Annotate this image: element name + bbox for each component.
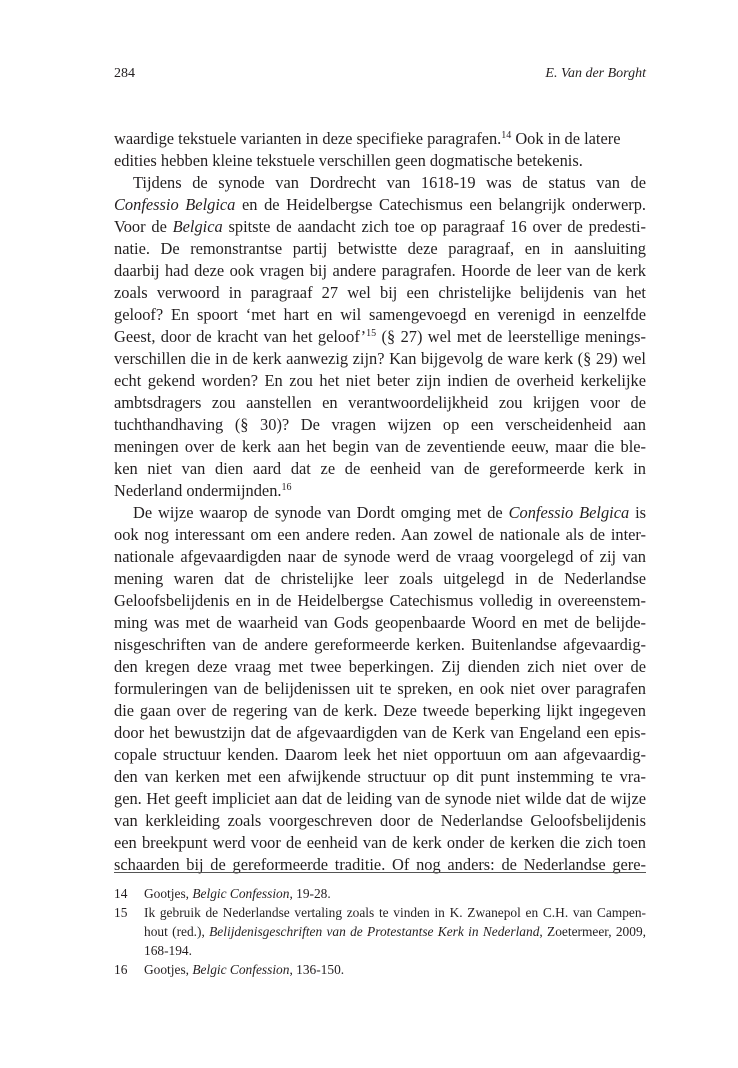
- text-run: door het bewustzijn dat de afgevaardigden van de Kerk van Engeland een epis-: [114, 723, 646, 742]
- italic-title: Belijdenisgeschriften van de Protestantse Kerk in Nederland: [209, 924, 540, 939]
- text-run: meningen over de kerk aan het begin van de zeventiende eeuw, maar die ble-: [114, 437, 646, 456]
- text-run: ken niet van dien aard dat ze de eenheid van de gereformeerde kerk in: [114, 459, 646, 478]
- text-run: ming was met de waarheid van Gods geopenbaarde Woord en met de belijde-: [114, 613, 646, 632]
- text-line: [114, 458, 646, 480]
- text-run: ook nog interessant om een andere reden. Aan zowel de nationale als de inter-: [114, 525, 646, 544]
- footnote-line: [114, 960, 646, 979]
- text-run: Geloofsbelijdenis en in de Heidelbergse Catechismus volledig in overeenstem-: [114, 591, 646, 610]
- text-line: [114, 568, 646, 590]
- text-run: Nederland ondermijnden.: [114, 481, 282, 500]
- text-run: Gootjes,: [144, 886, 193, 901]
- text-line: [114, 590, 646, 612]
- text-run: waardige tekstuele varianten in deze specifieke paragrafen.: [114, 129, 502, 148]
- text-run: , 136-150.: [289, 962, 345, 977]
- text-line: [114, 546, 646, 568]
- footnote-ref: 14: [501, 130, 512, 141]
- text-line: [114, 788, 646, 810]
- text-run: Gootjes,: [144, 962, 193, 977]
- text-run: ambtsdragers zou aanstellen en verantwoordelijkheid zou krijgen voor de: [114, 393, 646, 412]
- text-line: [114, 480, 646, 502]
- italic-title: Belgica: [172, 217, 223, 236]
- text-line: [114, 304, 646, 326]
- text-run: verschillen die in de kerk aanwezig zijn? Kan bijgevolg de ware kerk (§ 29) wel: [114, 349, 646, 368]
- text-run: natie. De remonstrantse partij betwistte deze paragraaf, en in aansluiting: [114, 239, 646, 258]
- text-line: [114, 436, 646, 458]
- text-line: [114, 414, 646, 436]
- footnote-16: [114, 960, 646, 979]
- text-run: echt gekend worden? En zou het niet beter zijn indien de overheid kerkelijke: [114, 371, 646, 390]
- text-run: Ook in de latere: [511, 129, 621, 148]
- italic-title: Confessio Belgica: [114, 195, 236, 214]
- text-run: en de Heidelbergse Catechismus een belangrijk onderwerp.: [235, 195, 646, 214]
- text-line: [114, 766, 646, 788]
- text-run: daarbij had deze ook vragen bij andere paragrafen. Hoorde de leer van de kerk: [114, 261, 646, 280]
- footnote-line: [114, 884, 646, 903]
- text-run: spitste de aandacht zich toe op paragraaf 16 over de predesti-: [222, 217, 646, 236]
- text-run: schaarden bij de gereformeerde traditie. Of nog anders: de Nederlandse gere-: [114, 855, 646, 874]
- text-run: tuchthandhaving (§ 30)? De vragen wijzen op een verscheidenheid aan: [114, 415, 646, 434]
- text-run: van kerkleiding zoals voorgeschreven door de Nederlandse Geloofsbelijdenis: [114, 811, 646, 830]
- text-run: geloof? En spoort ‘met hart en wil samengevoegd en verenigd in eenzelfde: [114, 305, 646, 324]
- footnote-number: 14: [114, 886, 128, 901]
- text-run: nationale afgevaardigden naar de synode werd de vraag voorgelegd of zij van: [114, 547, 646, 566]
- text-line: [114, 634, 646, 656]
- text-run: een breekpunt werd voor de eenheid van de kerk onder de kerken die zich toen: [114, 833, 646, 852]
- text-line: [114, 348, 646, 370]
- running-header: [114, 66, 646, 84]
- text-run: die gaan over de regering van de kerk. Deze tweede beperking lijkt ingegeven: [114, 701, 646, 720]
- text-line: [114, 370, 646, 392]
- text-line: [114, 524, 646, 546]
- text-line: [114, 502, 646, 524]
- footnote-number: 15: [114, 905, 128, 920]
- text-run: hout (red.),: [144, 924, 210, 939]
- text-line: [114, 392, 646, 414]
- footnote-line: [114, 922, 646, 941]
- text-line: [114, 238, 646, 260]
- footnote-ref: 15: [366, 328, 377, 339]
- footnote-number: 16: [114, 962, 128, 977]
- footnotes: [114, 884, 646, 979]
- text-run: mening waren dat de christelijke leer zoals uitgelegd in de Nederlandse: [114, 569, 646, 588]
- text-run: Geest, door de kracht van het geloof’: [114, 327, 367, 346]
- text-run: , 19-28.: [289, 886, 331, 901]
- text-run: nisgeschriften van de andere gereformeerde kerken. Buitenlandse afgevaardig-: [114, 635, 646, 654]
- text-line: [114, 194, 646, 216]
- text-run: 168-194.: [144, 943, 192, 958]
- text-line: [114, 282, 646, 304]
- footnote-line: [114, 941, 646, 960]
- text-run: den kregen deze vraag met twee beperkingen. Zij dienden zich niet over de: [114, 657, 646, 676]
- footnote-divider: [114, 872, 646, 873]
- text-run: Ik gebruik de Nederlandse vertaling zoals te vinden in K. Zwanepol en C.H. van Campen-: [144, 905, 646, 920]
- footnote-15: [114, 903, 646, 960]
- text-line: [114, 150, 646, 172]
- text-run: copale structuur kenden. Daarom leek het niet opportuun om aan afgevaardig-: [114, 745, 646, 764]
- text-run: formuleringen van de belijdenissen uit te spreken, en ook niet over paragrafen: [114, 679, 646, 698]
- italic-title: Belgic Confession: [192, 962, 290, 977]
- text-run: De wijze waarop de synode van Dordt omging met de: [133, 503, 509, 522]
- text-line: [114, 128, 646, 150]
- text-run: Voor de: [114, 217, 173, 236]
- text-line: [114, 216, 646, 238]
- text-run: (§ 27) wel met de leerstellige menings-: [376, 327, 646, 346]
- text-line: [114, 612, 646, 634]
- italic-title: Belgic Confession: [192, 886, 290, 901]
- text-line: [114, 656, 646, 678]
- text-line: [114, 172, 646, 194]
- text-line: [114, 678, 646, 700]
- text-line: [114, 260, 646, 282]
- text-run: is: [629, 503, 646, 522]
- footnote-ref: 16: [281, 482, 292, 493]
- text-line: [114, 810, 646, 832]
- text-run: Tijdens de synode van Dordrecht van 1618-19 was de status van de: [133, 173, 646, 192]
- text-run: edities hebben kleine tekstuele verschillen geen dogmatische betekenis.: [114, 151, 583, 170]
- text-line: [114, 326, 646, 348]
- page-number: 284: [114, 66, 135, 81]
- text-line: [114, 722, 646, 744]
- text-run: gen. Het geeft impliciet aan dat de leiding van de synode niet wilde dat de wijze: [114, 789, 646, 808]
- text-run: den van kerken met een afwijkende structuur op dit punt instemming te vra-: [114, 767, 646, 786]
- italic-title: Confessio Belgica: [508, 503, 630, 522]
- body-text: [114, 128, 646, 876]
- text-run: , Zoetermeer, 2009,: [539, 924, 646, 939]
- running-head-author: E. Van der Borght: [545, 66, 646, 81]
- footnote-14: [114, 884, 646, 903]
- text-line: [114, 700, 646, 722]
- footnote-line: [114, 903, 646, 922]
- text-line: [114, 832, 646, 854]
- text-run: zoals verwoord in paragraaf 27 wel bij een christelijke belijdenis van het: [114, 283, 646, 302]
- text-line: [114, 744, 646, 766]
